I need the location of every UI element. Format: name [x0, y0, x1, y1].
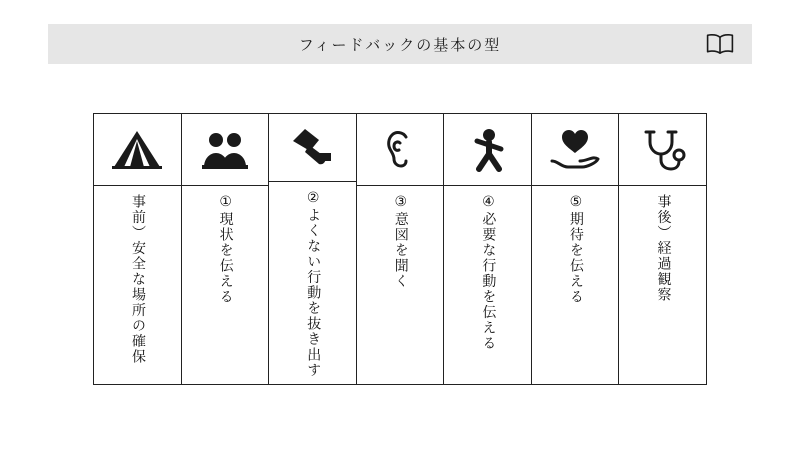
page-title: フィードバックの基本の型: [298, 35, 502, 54]
step-label-2: ②よくない行動を抜き出す: [305, 190, 322, 378]
step-label-4: ④必要な行動を伝える: [480, 194, 497, 351]
heart-in-hand-icon: [532, 114, 619, 186]
open-book-icon: [706, 33, 734, 55]
tent-icon: [94, 114, 181, 186]
table-column-2: [269, 114, 357, 384]
table-column-5: [532, 114, 620, 384]
step-label-3: ③意図を聞く: [392, 194, 409, 289]
header-bar: [48, 24, 752, 64]
table-column-4: [444, 114, 532, 384]
ear-icon: [357, 114, 444, 186]
step-label-6: 事後）経過観察: [655, 194, 672, 303]
stethoscope-icon: [619, 114, 706, 186]
table-column-1: [182, 114, 270, 384]
feedback-steps-table: [93, 113, 707, 385]
step-label-5: ⑤期待を伝える: [567, 194, 584, 305]
step-label-0: 事前）安全な場所の確保: [130, 194, 147, 365]
table-column-3: [357, 114, 445, 384]
table-column-0: [94, 114, 182, 384]
step-label-1: ①現状を伝える: [217, 194, 234, 305]
two-people-icon: [182, 114, 269, 186]
walking-person-icon: [444, 114, 531, 186]
hammer-icon: [269, 114, 356, 182]
table-column-6: [619, 114, 706, 384]
